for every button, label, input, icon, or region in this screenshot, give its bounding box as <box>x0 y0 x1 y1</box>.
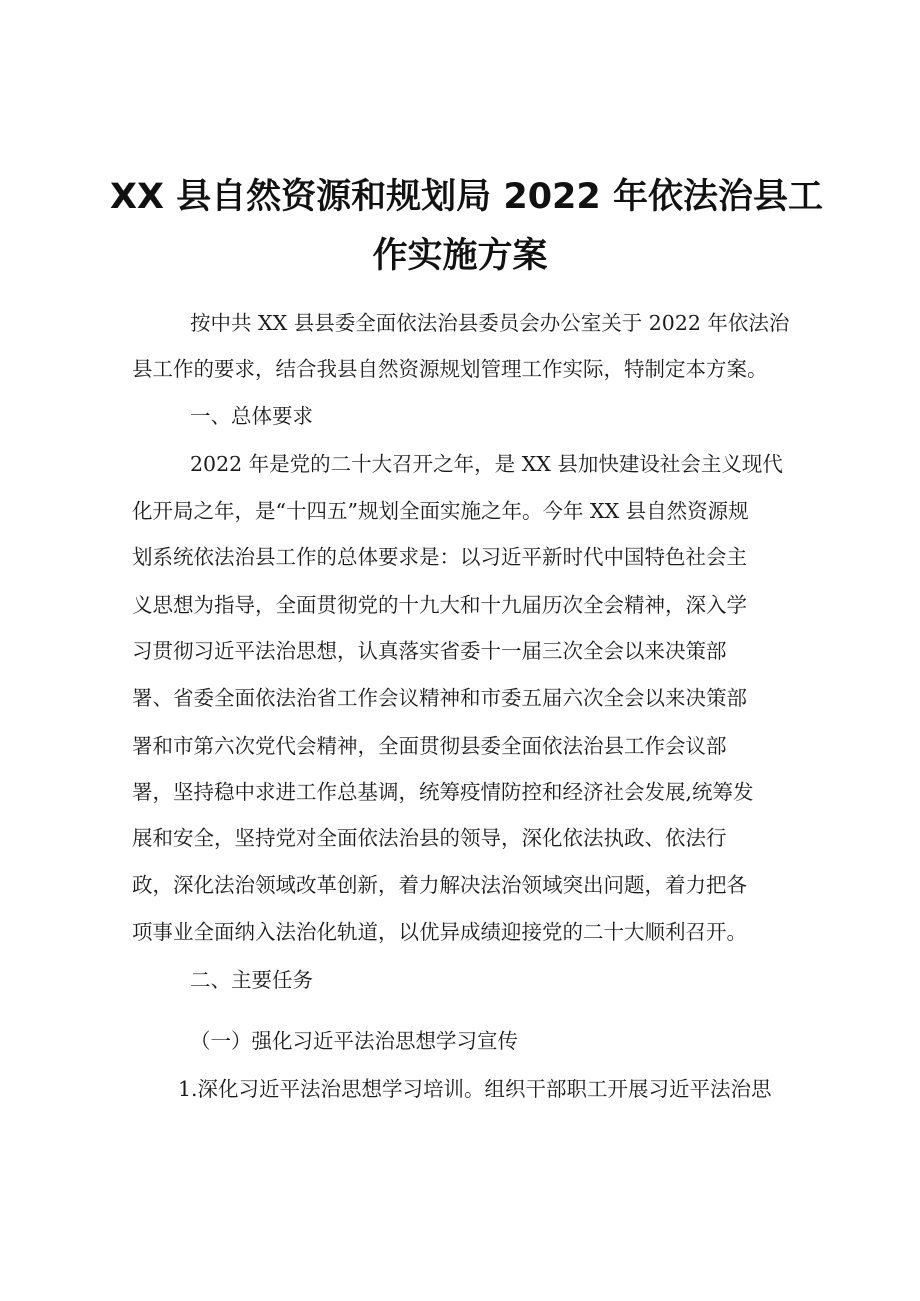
paragraph-line: 署和市第六次党代会精神，全面贯彻县委全面依法治县工作会议部 <box>132 734 727 758</box>
document-title-line-2: 作实施方案 <box>372 236 548 276</box>
paragraph-line: 2022 年是党的二十大召开之年，是 XX 县加快建设社会主义现代 <box>190 452 783 476</box>
paragraph-line: 展和安全，坚持党对全面依法治县的领导，深化依法执政、依法行 <box>132 826 727 850</box>
subsection-heading: （一）强化习近平法治思想学习宣传 <box>190 1029 518 1053</box>
paragraph-line: 习贯彻习近平法治思想，认真落实省委十一届三次全会以来决策部 <box>132 639 727 663</box>
section-heading-general-requirements: 一、总体要求 <box>190 404 313 428</box>
document-title-line-1: XX 县自然资源和规划局 2022 年依法治县工 <box>110 177 823 217</box>
paragraph-line: 划系统依法治县工作的总体要求是：以习近平新时代中国特色社会主 <box>132 545 747 569</box>
intro-line-2: 县工作的要求，结合我县自然资源规划管理工作实际，特制定本方案。 <box>132 357 768 381</box>
paragraph-line: 化开局之年，是“十四五”规划全面实施之年。今年 XX 县自然资源规 <box>132 499 749 523</box>
task-item-1: 1.深化习近平法治思想学习培训。组织干部职工开展习近平法治思 <box>178 1077 772 1101</box>
intro-line-1: 按中共 XX 县县委全面依法治县委员会办公室关于 2022 年依法治 <box>190 311 790 335</box>
paragraph-line: 义思想为指导，全面贯彻党的十九大和十九届历次全会精神，深入学 <box>132 593 747 617</box>
section-heading-main-tasks: 二、主要任务 <box>190 968 313 992</box>
paragraph-line: 政，深化法治领域改革创新，着力解决法治领域突出问题，着力把各 <box>132 873 747 897</box>
paragraph-line: 项事业全面纳入法治化轨道，以优异成绩迎接党的二十大顺利召开。 <box>132 920 747 944</box>
paragraph-line: 署，坚持稳中求进工作总基调，统筹疫情防控和经济社会发展,统筹发 <box>132 780 754 804</box>
paragraph-line: 署、省委全面依法治省工作会议精神和市委五届六次全会以来决策部 <box>132 686 747 710</box>
